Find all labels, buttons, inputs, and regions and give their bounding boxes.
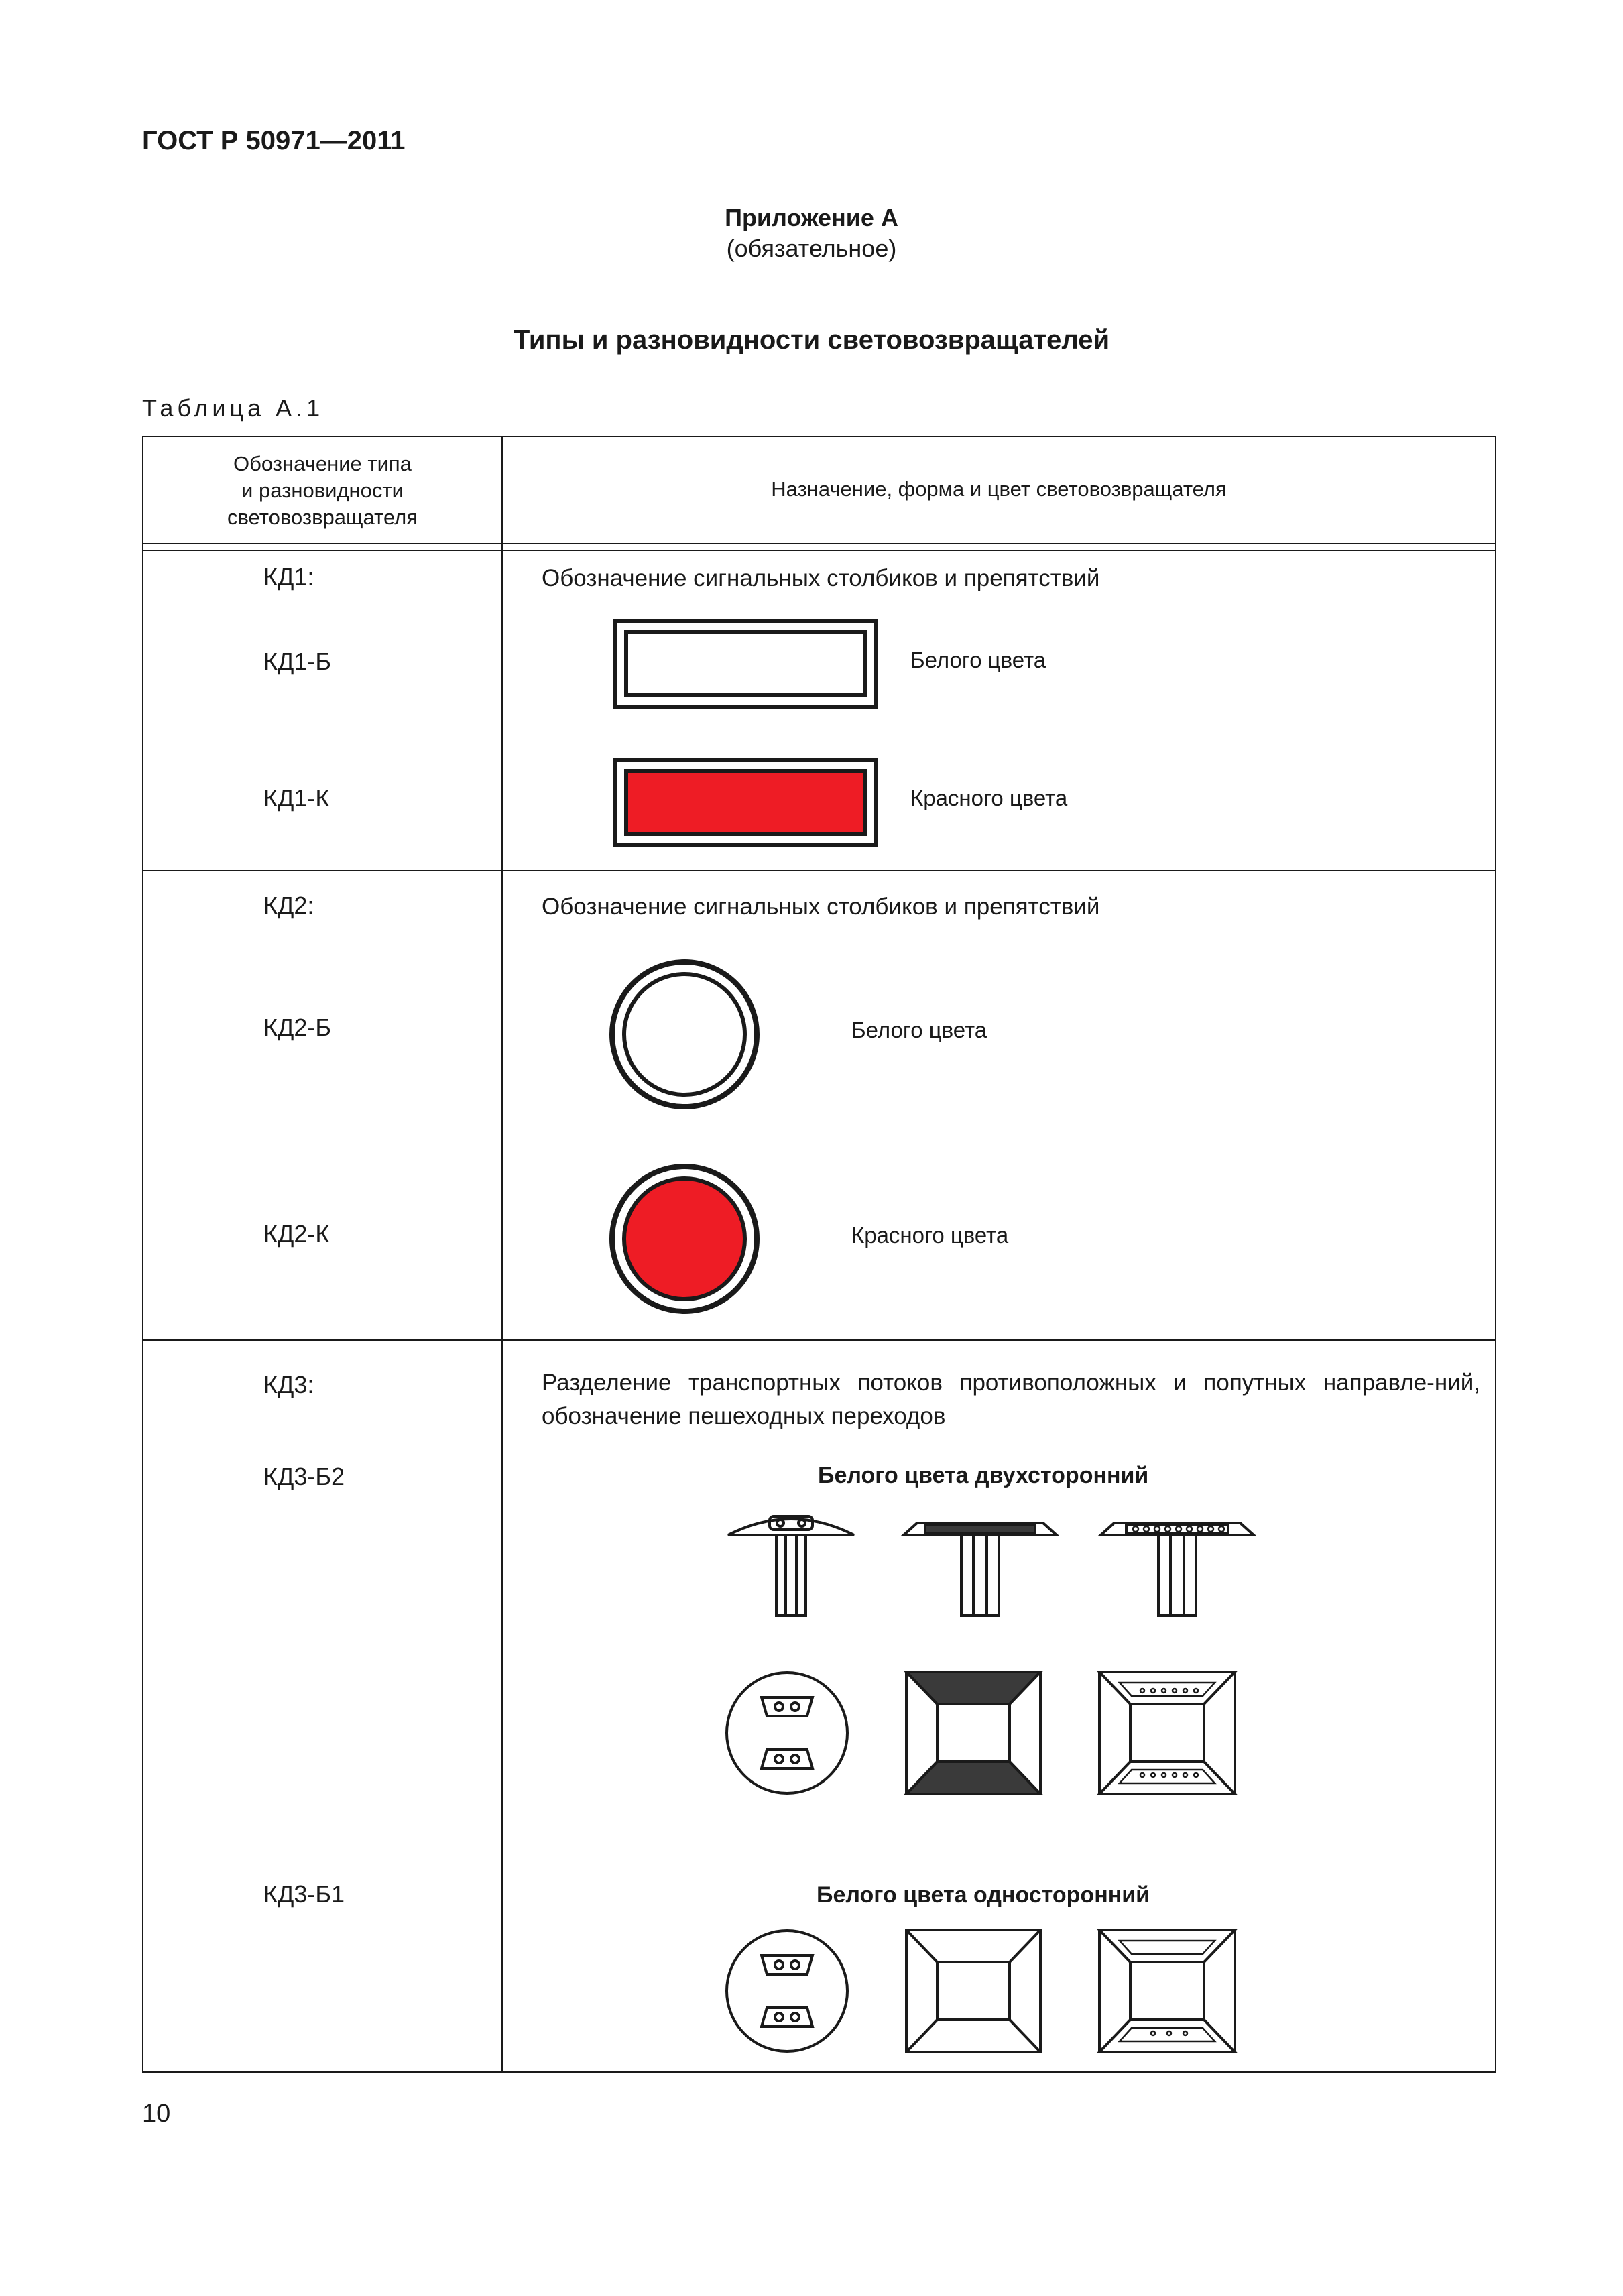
kd1-white-face: [626, 632, 865, 695]
kd1-red-reflector: [613, 758, 878, 847]
header-designation-line: и разновидности: [241, 479, 404, 502]
header-divider-double: [142, 550, 1496, 551]
header-purpose: Назначение, форма и цвет световозвращателя: [771, 477, 1227, 501]
kd3-b2-top-views: [724, 1669, 1260, 1797]
kd2-red-reflector: [609, 1163, 760, 1315]
caption-kd2-b: Белого цвета: [851, 1018, 987, 1042]
annex-title: Приложение А: [725, 204, 898, 231]
variant-code-kd1-b: КД1-Б: [263, 648, 331, 675]
standard-code: ГОСТ Р 50971—2011: [142, 126, 406, 156]
variant-code-kd1-k: КД1-К: [263, 784, 330, 812]
table-caption: Таблица А.1: [142, 394, 324, 422]
caption-kd1-b: Белого цвета: [910, 648, 1046, 672]
kd2-red-face: [624, 1179, 745, 1299]
section-title: Типы и разновидности световозвращателей: [513, 325, 1110, 355]
kd1-white-reflector: [613, 619, 878, 709]
variant-code-kd3-b2: КД3-Б2: [263, 1463, 345, 1490]
column-divider: [501, 436, 503, 2073]
purpose-kd3: Разделение транспортных потоков противоположных и попутных направле-ний, обозначение пешеходных переходов: [542, 1370, 1480, 1429]
caption-kd3-b1: Белого цвета односторонний: [817, 1882, 1150, 1908]
kd2-white-face: [624, 974, 745, 1095]
kd3-b2-side-views: [724, 1507, 1260, 1621]
kd3-b1-top-views: [724, 1927, 1260, 2055]
type-code-kd2: КД2:: [263, 892, 314, 919]
page-number: 10: [142, 2100, 171, 2128]
variant-code-kd3-b1: КД3-Б1: [263, 1880, 345, 1908]
annex-status: (обязательное): [726, 235, 897, 262]
kd2-white-reflector: [609, 959, 760, 1110]
purpose-kd1: Обозначение сигнальных столбиков и препятствий: [542, 565, 1100, 591]
type-code-kd3: КД3:: [263, 1371, 314, 1398]
kd1-red-face: [626, 771, 865, 834]
row-divider: [142, 1339, 1496, 1341]
row-divider: [142, 870, 1496, 871]
header-designation: [143, 450, 501, 531]
header-designation-line: световозвращателя: [227, 505, 418, 529]
caption-kd2-k: Красного цвета: [851, 1223, 1009, 1248]
purpose-kd2: Обозначение сигнальных столбиков и препятствий: [542, 894, 1100, 920]
caption-kd1-k: Красного цвета: [910, 786, 1068, 810]
variant-code-kd2-b: КД2-Б: [263, 1014, 331, 1041]
variant-code-kd2-k: КД2-К: [263, 1220, 330, 1248]
type-code-kd1: КД1:: [263, 563, 314, 591]
caption-kd3-b2: Белого цвета двухсторонний: [818, 1463, 1149, 1488]
header-divider: [142, 543, 1496, 544]
header-designation-line: Обозначение типа: [233, 452, 412, 475]
